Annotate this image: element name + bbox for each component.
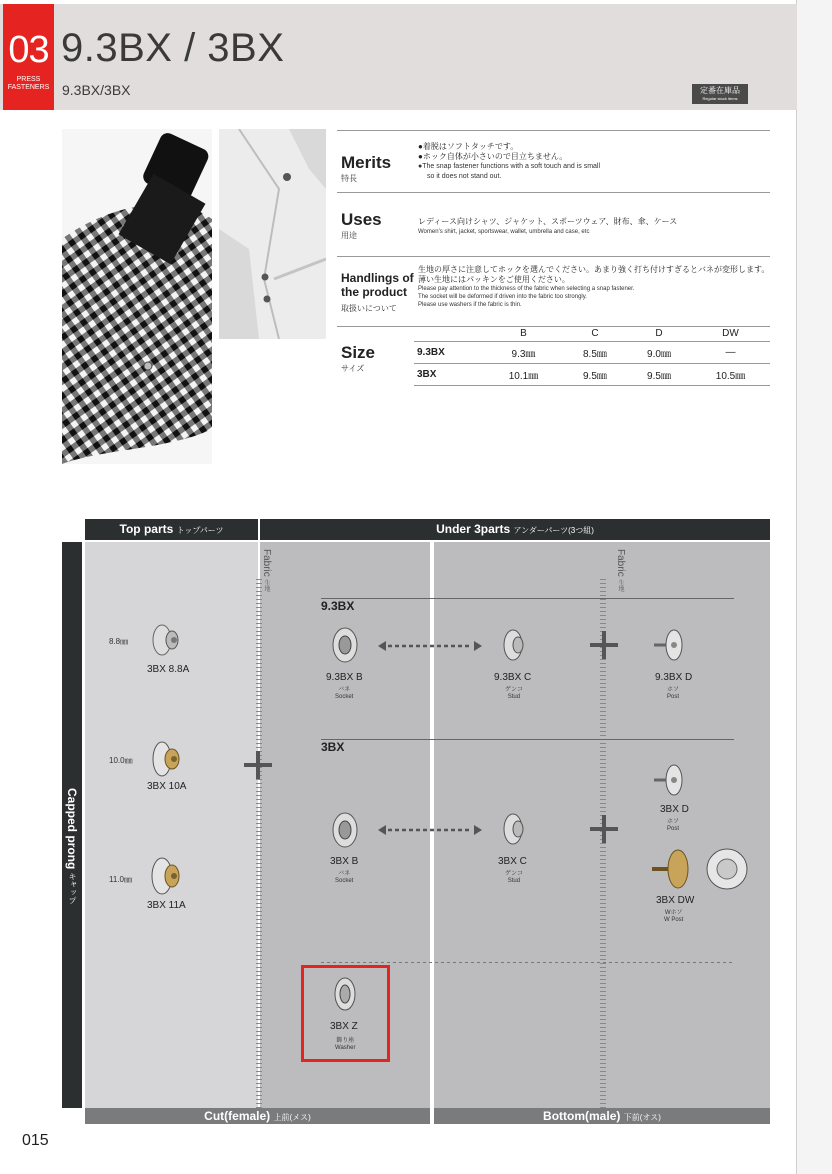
socket-icon [330,811,360,849]
page-gutter [797,0,832,1174]
group-label-3bx: 3BX [321,740,345,754]
stud-icon [502,811,528,847]
top-parts-bar: Top parts トップパーツ [85,519,258,540]
double-arrow-icon [378,825,482,835]
snap-cap-icon [150,739,186,779]
bottom-male-bar: Bottom(male) 下前(オス) [434,1108,770,1124]
stock-badge: 定番在庫品 Regular stock items [692,84,748,104]
merits-label: Merits [341,153,392,172]
fabric-label-left: Fabric 生地 [261,549,272,592]
size-table [414,327,770,386]
snap-cap-icon [150,856,186,896]
double-arrow-icon [378,641,482,651]
table-row: 3BX 10.1㎜ 9.5㎜ 9.5㎜ 10.5㎜ [414,363,770,385]
capped-prong-bar: Capped prong キャップ [62,542,82,1108]
size-label: Size [341,343,376,362]
plus-icon [590,631,618,659]
stud-icon [502,627,528,663]
size-row: Size サイズ B C D DW 9.3BX 9.3㎜ 8.5㎜ 9.0㎜ — 3BX 10.1㎜ 9.5㎜ 9.5㎜ 10.5㎜ [337,326,770,388]
jacket-photo [219,129,326,339]
spec-section [337,130,770,388]
chapter-badge [3,4,54,110]
group-label-9-3bx: 9.3BX [321,599,355,613]
page-number: 015 [22,1132,49,1149]
post-icon [654,626,688,664]
under-parts-bar: Under 3parts アンダーパーツ(3つ組) [260,519,770,540]
uses-label: Uses [341,210,382,229]
post-icon [654,761,688,799]
washer-highlight-box [301,965,390,1062]
snap-cap-icon [150,622,186,658]
chapter-label: PRESS FASTENERS [7,76,50,91]
socket-icon [330,626,360,664]
size-table-header: B C D DW [414,327,770,341]
fabric-label-right: Fabric 生地 [615,549,626,592]
parts-diagram: Top parts トップパーツ Under 3parts アンダーパーツ(3つ組) Capped prong キャップ Fabric 生地 Fabric 生地 9.3BX 3BX 8.8㎜ 3BX 8.8A 10.0㎜ 3BX 10A 11.0㎜ 3BX 11A 9.3BX B バネ Socket 9.3BX C ゲンコ Stud 9.3BX D ホソ Post 3BX B バネ Socket 3BX C ゲンコ Stud 3BX D ホソ Post 3BX DW Wホソ W Post 3BX Z 飾り座 Washer Cut(female) 上前(メス) Bottom(male) 下前(オス) [62,519,770,1124]
uses-row: Uses 用途 レディース向けシャツ、ジャケット、スポーツウェア、財布、傘、ケース Women's shirt, jacket, sportswear, wallet, umbrella and case, etc [337,192,770,256]
cut-female-bar: Cut(female) 上前(メス) [85,1108,430,1124]
page-subtitle: 9.3BX/3BX [62,82,131,98]
handling-row: Handlings of the product 取扱いについて 生地の厚さに注意してホックを選んでください。あまり強く打ち付けすぎるとバネが変形します。 薄い生地にはパッキンをご使用ください。 Please pay attention to the thickness of the fabric when selecting a snap fastener. The socket will be deformed if driven into the fabric too strongly. Please use washers if the fabric is thin. [337,256,770,326]
umbrella-photo [62,129,212,464]
page-title: 9.3BX / 3BX [61,26,285,70]
merits-row: Merits 特長 ●着脱はソフトタッチです。 ●ホック自体が小さいので目立ちません。 ●The snap fastener functions with a soft touch and is small so it does not stand out. [337,130,770,192]
fabric-ruler-left [256,579,262,1109]
table-row: 9.3BX 9.3㎜ 8.5㎜ 9.0㎜ — [414,341,770,363]
w-post-washer-icon [705,847,749,891]
chapter-number: 03 [8,29,49,71]
w-post-icon [652,847,692,891]
plus-icon [244,751,272,779]
plus-icon [590,815,618,843]
